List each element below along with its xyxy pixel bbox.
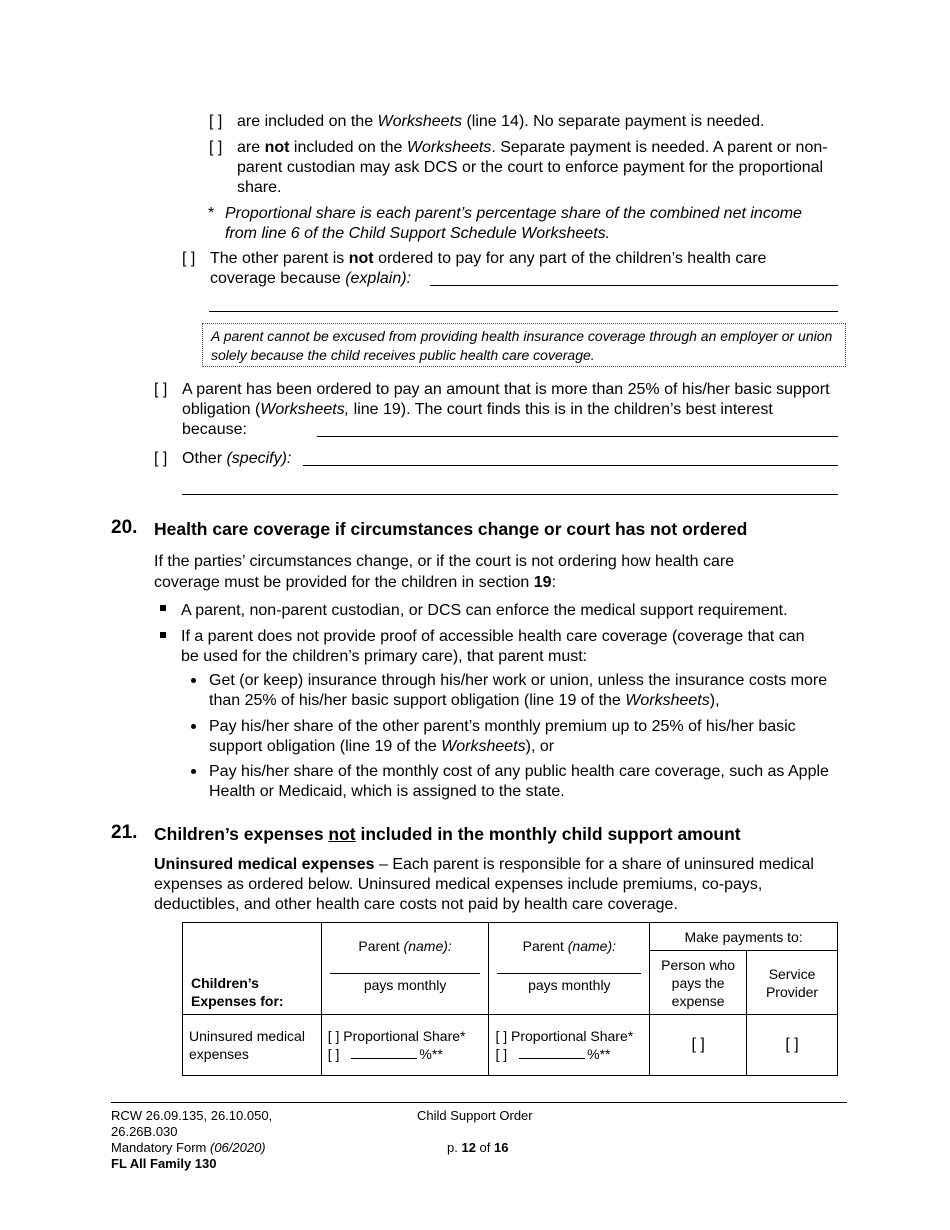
bullet-dot-icon — [191, 769, 196, 774]
section-21-title: Children’s expenses not included in the monthly child support amount — [154, 824, 741, 844]
row-uninsured-medical: Uninsured medical expenses — [183, 1015, 322, 1076]
footer-rcw-1: RCW 26.09.135, 26.10.050, — [111, 1108, 273, 1123]
footer-rcw-2: 26.26B.030 — [111, 1124, 178, 1139]
uninsured-medical-paragraph: Uninsured medical expenses – Each parent is responsible for a share of uninsured medical expenses as ordered below. Uninsured medical expenses include premiums, co-pays, deductibles, and other health care costs not paid by health care coverage. — [154, 856, 814, 913]
checkbox-other-parent-not-ordered[interactable]: [ ] — [182, 250, 196, 267]
checkbox-pay-provider[interactable]: [ ] — [747, 1015, 838, 1076]
sub-bullet-get-insurance: Get (or keep) insurance through his/her work or union, unless the insurance costs more than 25% of his/her basic support obligation (line 19 of the Worksheets), — [209, 672, 828, 709]
note-cannot-be-excused: A parent cannot be excused from providing health insurance coverage through an employer or union solely because the child receives public health care coverage. — [202, 323, 846, 367]
checkbox-over-25-percent[interactable]: [ ] — [154, 381, 168, 398]
parent-1-name-line[interactable]: pays monthly — [330, 973, 481, 994]
footnote-star: * — [208, 205, 215, 222]
bullet-dot-icon — [191, 724, 196, 729]
footer-divider — [111, 1102, 847, 1103]
footer-mandatory-form: Mandatory Form (06/2020) — [111, 1140, 266, 1155]
uninsured-expenses-table — [182, 922, 838, 1076]
specify-line-2[interactable] — [182, 494, 838, 495]
header-children-expenses: Children’s Expenses for: — [183, 923, 322, 1015]
parent-2-share-options — [489, 1015, 650, 1076]
specify-line-1[interactable] — [303, 465, 838, 466]
header-parent-1: Parent (name): pays monthly — [321, 923, 489, 1015]
section-20-number: 20. — [111, 517, 138, 538]
section-21-number: 21. — [111, 822, 138, 843]
parent-1-share-options — [321, 1015, 489, 1076]
header-make-payments: Make payments to: — [650, 923, 838, 951]
option-other-parent-not-ordered: The other parent is not ordered to pay for any part of the children’s health care coverage because (explain): — [210, 250, 767, 287]
checkbox-included[interactable]: [ ] — [209, 113, 223, 130]
bullet-square-icon — [160, 605, 166, 611]
header-parent-2: Parent (name): pays monthly — [489, 923, 650, 1015]
parent-2-name-line[interactable]: pays monthly — [497, 973, 641, 994]
footer-title: Child Support Order — [417, 1108, 533, 1123]
option-other-specify: Other (specify): — [182, 450, 292, 467]
explain-line-2[interactable] — [209, 311, 838, 312]
section-20-title: Health care coverage if circumstances change or court has not ordered — [154, 519, 748, 539]
option-over-25-percent: A parent has been ordered to pay an amount that is more than 25% of his/her basic support obligation (Worksheets, line 19). The court finds this is in the children’s best interest because: — [182, 381, 830, 438]
explain-line-1[interactable] — [430, 285, 838, 286]
bullet-dot-icon — [191, 678, 196, 683]
option-included: are included on the Worksheets (line 14). No separate payment is needed. — [237, 113, 765, 130]
option-not-included: are not included on the Worksheets. Separate payment is needed. A parent or non-parent custodian may ask DCS or the court to enforce payment for the proportional share. — [237, 139, 828, 196]
section-20-intro: If the parties’ circumstances change, or if the court is not ordering how health care coverage must be provided for the children in section 19: — [154, 553, 735, 591]
checkbox-other-specify[interactable]: [ ] — [154, 450, 168, 467]
header-service-provider: Service Provider — [747, 951, 838, 1015]
sub-bullet-public-coverage: Pay his/her share of the monthly cost of any public health care coverage, such as Apple Health or Medicaid, which is assigned to the state. — [209, 763, 829, 800]
best-interest-line[interactable] — [317, 436, 838, 437]
parent-2-proportional-share[interactable]: [ ] Proportional Share* — [495, 1028, 634, 1044]
bullet-enforce: A parent, non-parent custodian, or DCS can enforce the medical support requirement. — [181, 602, 788, 619]
footer-form-id: FL All Family 130 — [111, 1156, 217, 1171]
bullet-square-icon — [160, 632, 166, 638]
footnote-proportional-share: Proportional share is each parent’s percentage share of the combined net income from line 6 of the Child Support Schedule Worksheets. — [225, 205, 802, 242]
checkbox-not-included[interactable]: [ ] — [209, 139, 223, 156]
parent-1-proportional-share[interactable]: [ ] Proportional Share* — [327, 1028, 466, 1044]
sub-bullet-pay-premium: Pay his/her share of the other parent’s monthly premium up to 25% of his/her basic support obligation (line 19 of the Worksheets), or — [209, 718, 796, 755]
parent-1-percent[interactable]: [ ] %** — [327, 1046, 443, 1062]
footer-page-number: p. 12 of 16 — [447, 1140, 509, 1155]
checkbox-pay-person[interactable]: [ ] — [650, 1015, 747, 1076]
header-person-who-pays: Person who pays the expense — [650, 951, 747, 1015]
parent-2-percent[interactable]: [ ] %** — [495, 1046, 611, 1062]
bullet-no-proof: If a parent does not provide proof of accessible health care coverage (coverage that can be used for the children’s primary care), that parent must: — [181, 628, 805, 665]
